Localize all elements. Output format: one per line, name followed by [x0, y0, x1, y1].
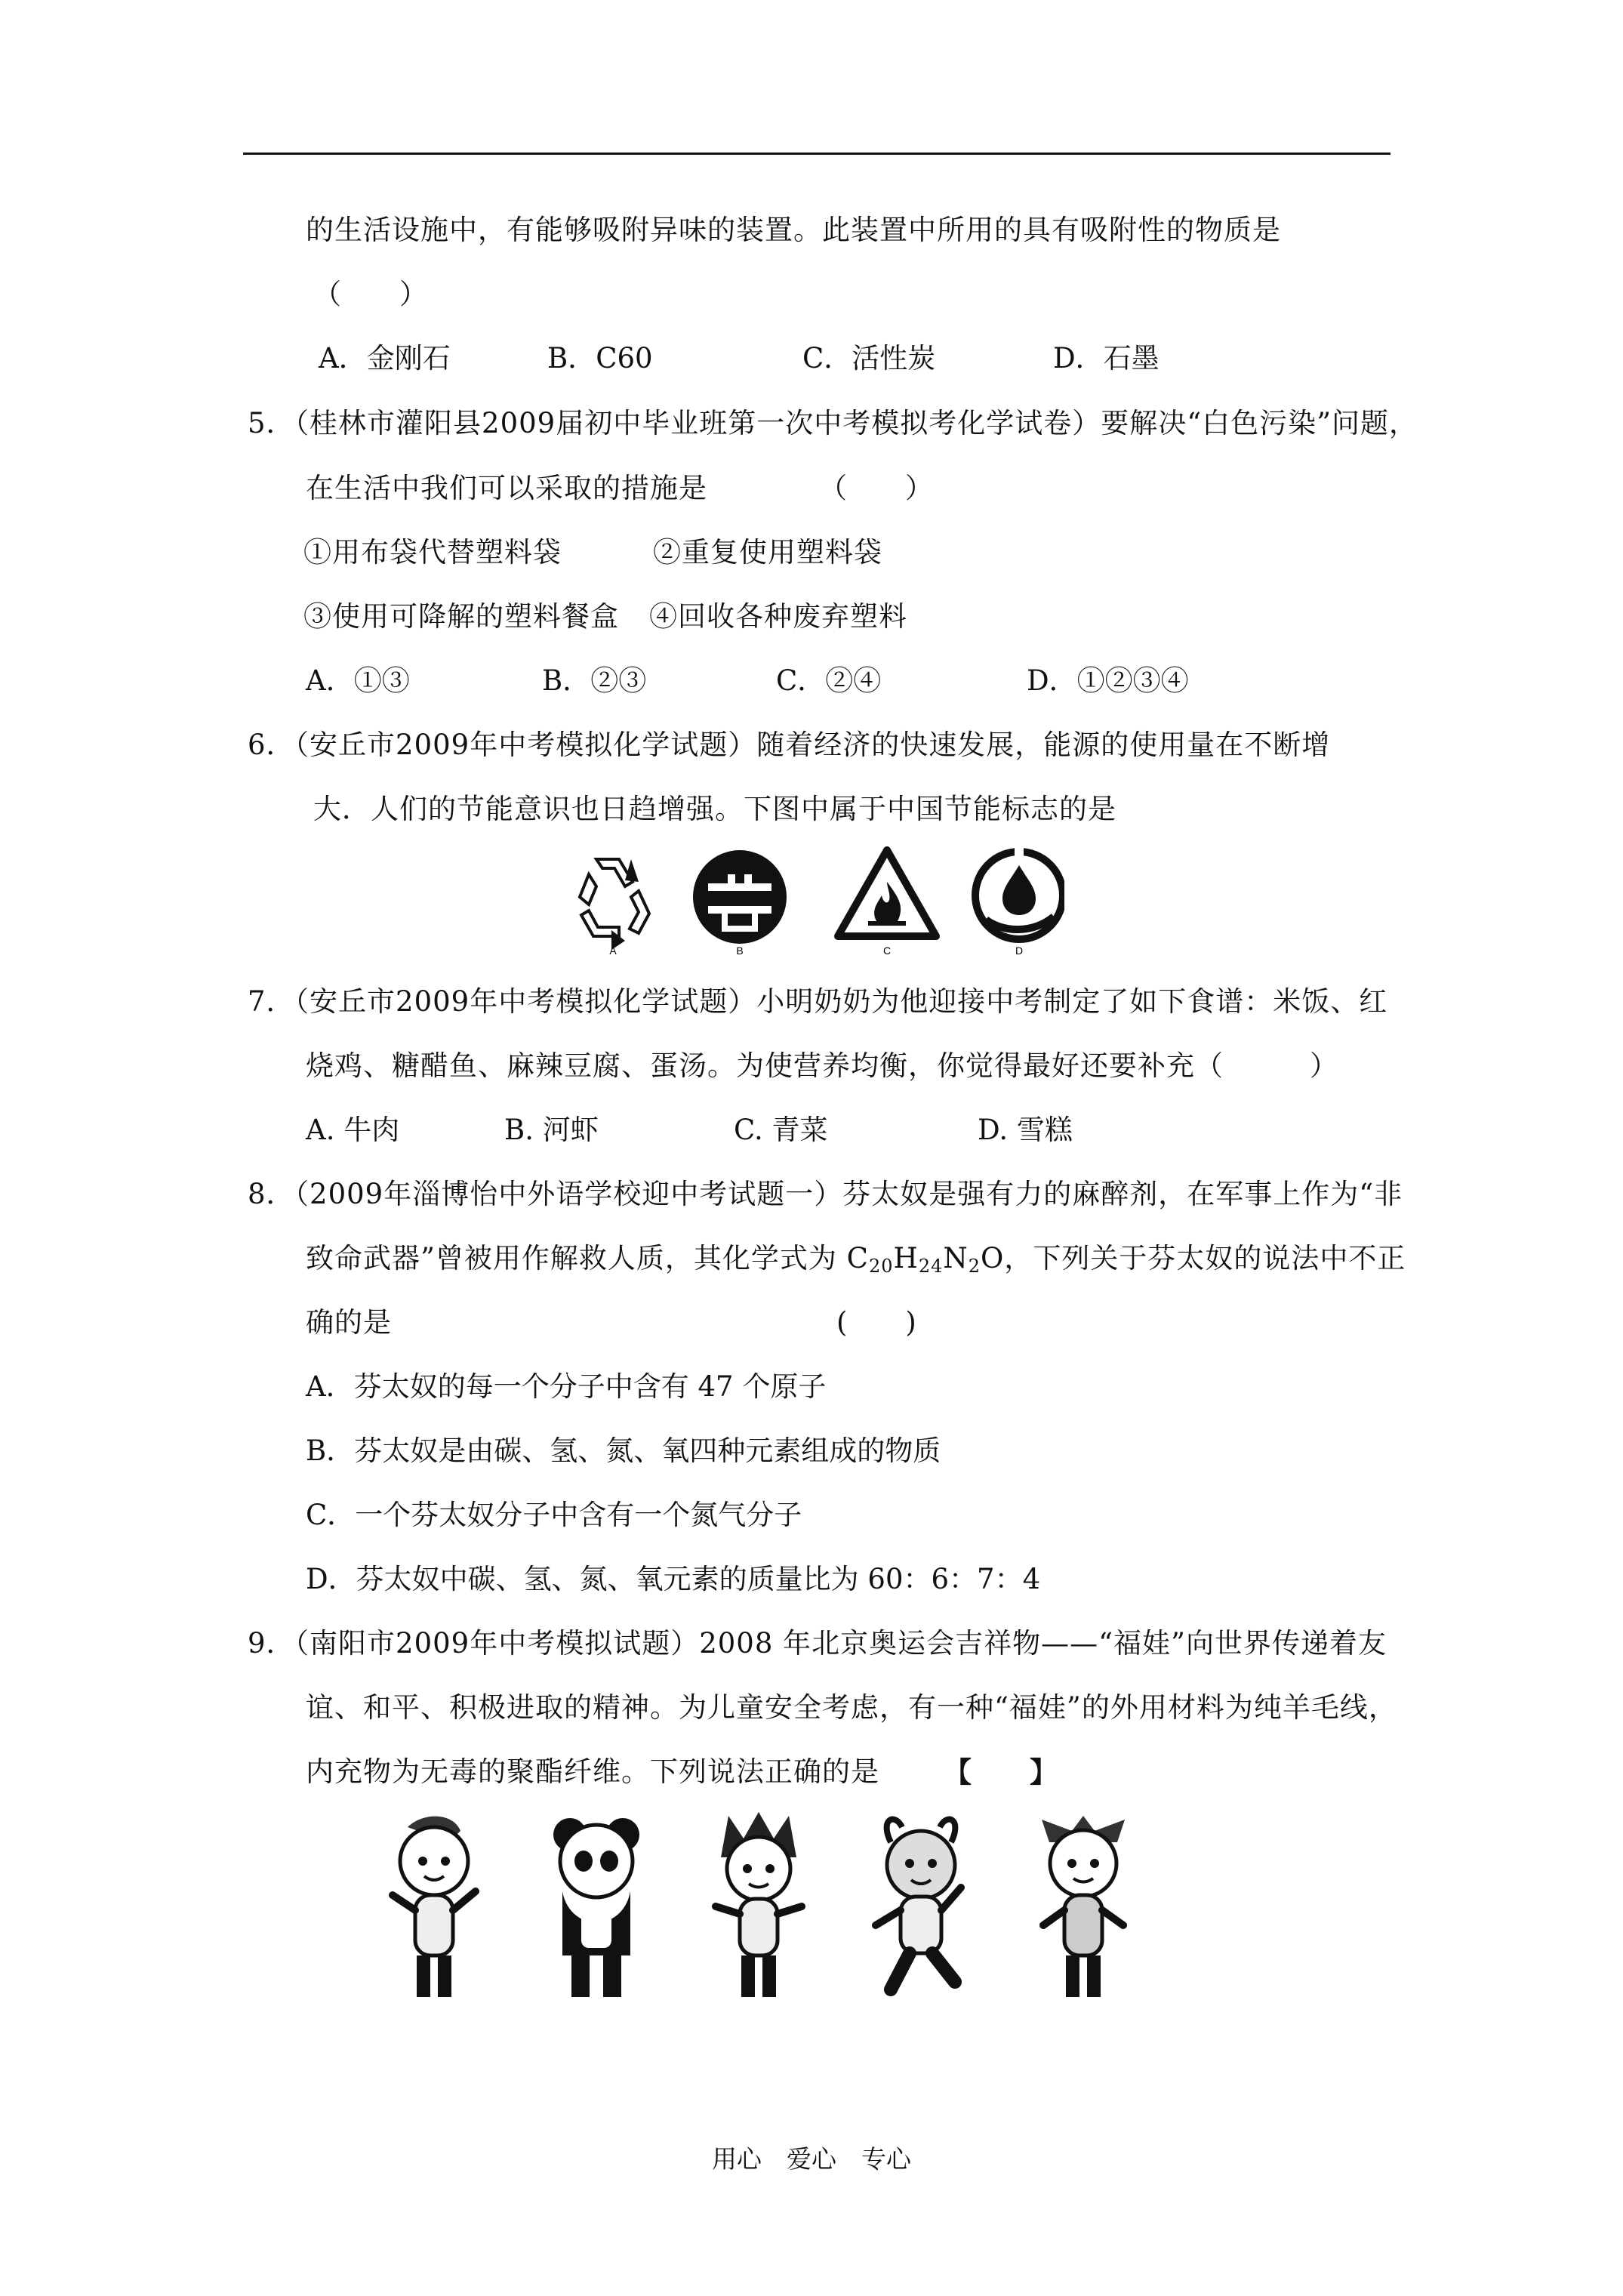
q6-line2: 大．人们的节能意识也日趋增强。下图中属于中国节能标志的是: [313, 793, 1116, 825]
q4-option-c: C．活性炭: [802, 342, 936, 374]
mascot-icon: [876, 1820, 961, 1989]
page-footer: 用心 爱心 专心: [712, 2144, 911, 2174]
q5-option-b: B．②③: [542, 664, 647, 697]
q4-line1: 的生活设施中，有能够吸附异味的装置。此装置中所用的具有吸附性的物质是: [306, 214, 1281, 246]
mascot-icon: [393, 1817, 476, 1997]
q6-line1: 6．（安丘市2009年中考模拟化学试题）随着经济的快速发展，能源的使用量在不断增: [248, 729, 1331, 761]
q9-answer-bracket: 【 】: [944, 1755, 1058, 1789]
q8-line2: 致命武器”曾被用作解救人质，其化学式为 $C_{20}H_{24}N_2O$，下列关于芬太奴的说法中不正: [306, 1242, 1406, 1277]
logo-label-d: D: [1015, 945, 1024, 957]
flammable-warning-icon: [838, 850, 936, 936]
q4-option-a: A．金刚石: [319, 342, 451, 374]
q5-option-c: C．②④: [776, 664, 882, 697]
header-rule: [243, 153, 1390, 155]
q5-option-d: D．①②③④: [1027, 664, 1189, 697]
recycle-icon: [580, 859, 649, 950]
q5-line2: 在生活中我们可以采取的措施是: [306, 472, 707, 504]
q8-option-d: D．芬太奴中碳、氢、氮、氧元素的质量比为 60：6：7：4: [306, 1563, 1041, 1595]
q4-option-d: D．石墨: [1053, 342, 1160, 374]
q9-line3: 内充物为无毒的聚酯纤维。下列说法正确的是: [306, 1755, 879, 1788]
q4-answer-paren: （ ）: [313, 278, 428, 310]
q9-line1: 9．（南阳市2009年中考模拟试题）2008 年北京奥运会吉祥物——“福娃”向世界传递着友: [248, 1627, 1387, 1660]
fuwa-mascots-figure: [377, 1812, 1155, 2008]
energy-saving-icon: [693, 850, 787, 944]
logo-label-a: A: [609, 945, 617, 957]
q5-measure-3: ③使用可降解的塑料餐盒: [303, 600, 619, 633]
q5-line1: 5．（桂林市灌阳县2009届初中毕业班第一次中考模拟考化学试卷）要解决“白色污染”问题，: [248, 407, 1418, 439]
mascot-icon: [716, 1812, 802, 1997]
q7-line1: 7．（安丘市2009年中考模拟化学试题）小明奶奶为他迎接中考制定了如下食谱：米饭、红: [248, 985, 1388, 1018]
q9-line2: 谊、和平、积极进取的精神。为儿童安全考虑，有一种“福娃”的外用材料为纯羊毛线，: [306, 1691, 1397, 1724]
q5-measure-4: ④回收各种废弃塑料: [649, 600, 907, 633]
q5-answer-paren: （ ）: [819, 472, 934, 504]
q5-measure-2: ②重复使用塑料袋: [653, 536, 882, 569]
formula-c-subscript: 20: [869, 1256, 894, 1277]
formula-n-subscript: 2: [968, 1256, 981, 1277]
energy-logos-figure: [566, 844, 1064, 957]
q4-option-b: B．C60: [547, 342, 653, 374]
q8-answer-paren: ( ): [836, 1306, 917, 1339]
q8-option-a: A．芬太奴的每一个分子中含有 47 个原子: [306, 1370, 827, 1403]
logo-label-b: B: [736, 945, 744, 957]
q8-option-c: C．一个芬太奴分子中含有一个氮气分子: [306, 1499, 802, 1531]
q7-line2: 烧鸡、糖醋鱼、麻辣豆腐、蛋汤。为使营养均衡，你觉得最好还要补充（ ）: [306, 1049, 1338, 1082]
q5-option-a: A．①③: [306, 664, 410, 697]
formula-h-subscript: 24: [918, 1256, 944, 1277]
q7-option-b: B. 河虾: [504, 1114, 599, 1146]
water-saving-icon: [975, 844, 1063, 939]
q8-line1: 8．（2009年淄博怡中外语学校迎中考试题一）芬太奴是强有力的麻醉剂，在军事上作为“非: [248, 1178, 1403, 1210]
logo-label-c: C: [882, 945, 892, 957]
q7-option-c: C. 青菜: [734, 1114, 828, 1146]
q8-line3: 确的是: [306, 1306, 392, 1339]
q8-option-b: B．芬太奴是由碳、氢、氮、氧四种元素组成的物质: [306, 1435, 941, 1467]
mascot-icon: [553, 1818, 639, 1997]
q7-option-a: A. 牛肉: [306, 1114, 400, 1146]
mascot-icon: [1042, 1816, 1125, 1997]
q7-option-d: D. 雪糕: [978, 1114, 1073, 1146]
q5-measure-1: ①用布袋代替塑料袋: [303, 536, 562, 569]
